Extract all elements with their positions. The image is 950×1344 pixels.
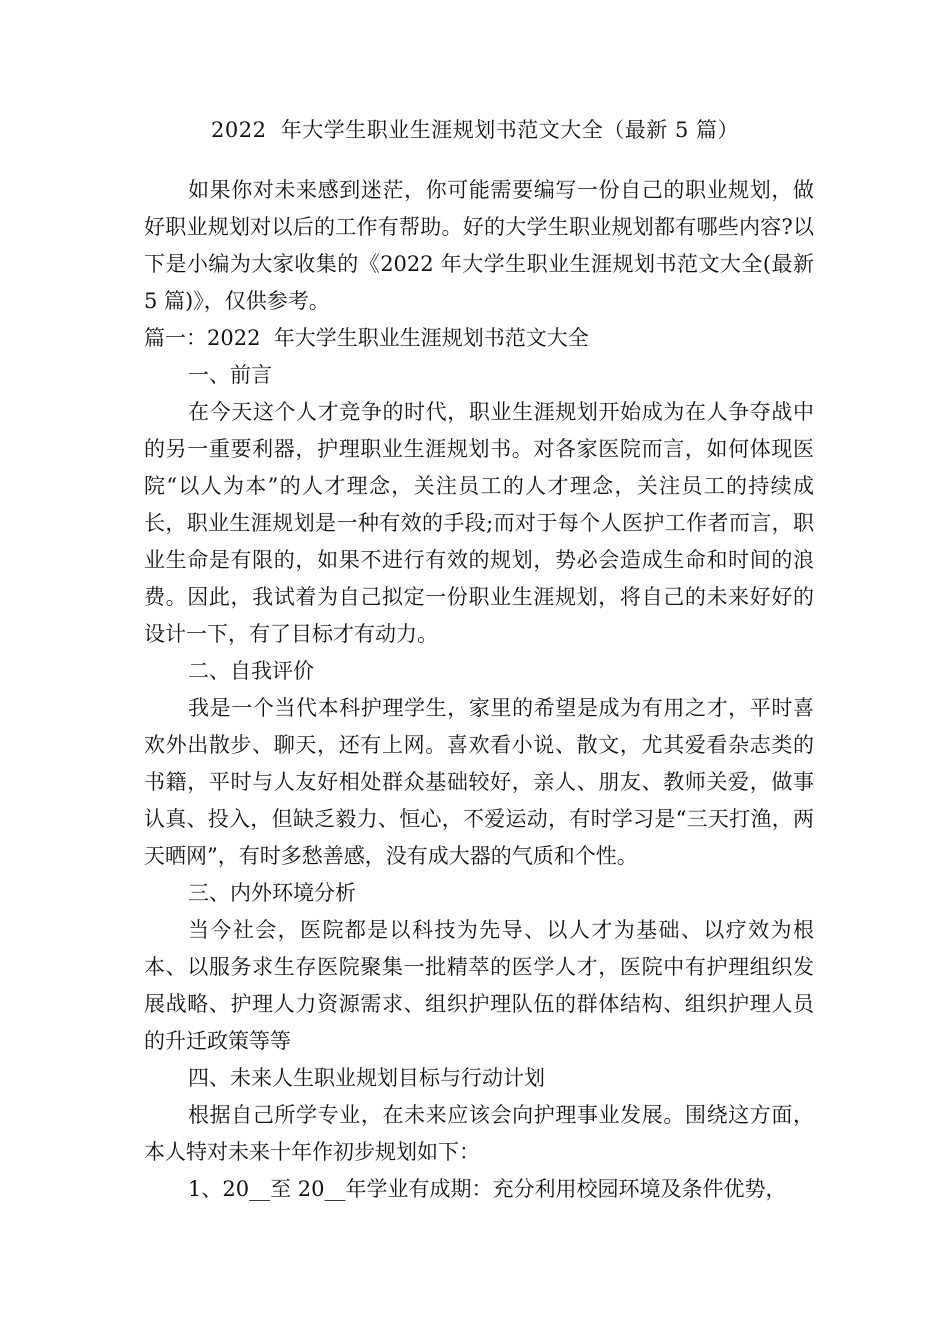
document-body bbox=[144, 172, 814, 1208]
section-text-preface: 在今天这个人才竞争的时代，职业生涯规划开始成为在人争夺战中的另一重要利器，护理职业生涯规划书。对各家医院而言，如何体现医院“以人为本”的人才理念，关注员工的人才理念，关注员工的持续成长，职业生涯规划是一种有效的手段;而对于每个人医护工作者而言，职业生命是有限的，如果不进行有效的规划，势必会造成生命和时间的浪费。因此，我试着为自己拟定一份职业生涯规划，将自己的未来好好的设计一下，有了目标才有动力。 bbox=[144, 400, 814, 646]
section-heading-preface: 一、前言 bbox=[188, 363, 272, 387]
section-text-environment-analysis: 当今社会，医院都是以科技为先导、以人才为基础、以疗效为根本、以服务求生存医院聚集一批精萃的医学人才，医院中有护理组织发展战略、护理人力资源需求、组织护理队伍的群体结构、组织护理人员的升迁政策等等 bbox=[144, 918, 814, 1053]
section-heading-environment-analysis: 三、内外环境分析 bbox=[188, 881, 356, 905]
intro-paragraph: 如果你对未来感到迷茫，你可能需要编写一份自己的职业规划，做好职业规划对以后的工作有帮助。好的大学生职业规划都有哪些内容?以下是小编为大家收集的《2022 年大学生职业生涯规划书范文大全(最新 5 篇)》，仅供参考。 bbox=[144, 178, 814, 313]
career-plan-item: 1、20__至 20__年学业有成期：充分利用校园环境及条件优势， bbox=[188, 1177, 787, 1201]
section-text-career-goals: 根据自己所学专业，在未来应该会向护理事业发展。围绕这方面，本人特对未来十年作初步规划如下： bbox=[144, 1103, 814, 1164]
section-text-self-evaluation: 我是一个当代本科护理学生，家里的希望是成为有用之才，平时喜欢外出散步、聊天，还有上网。喜欢看小说、散文，尤其爱看杂志类的书籍，平时与人友好相处群众基础较好，亲人、朋友、教师关爱，做事认真、投入，但缺乏毅力、恒心，不爱运动，有时学习是“三天打渔，两天晒网”，有时多愁善感，没有成大器的气质和个性。 bbox=[144, 696, 814, 868]
chapter-title: 篇一：2022 年大学生职业生涯规划书范文大全 bbox=[144, 326, 589, 350]
section-heading-career-goals: 四、未来人生职业规划目标与行动计划 bbox=[188, 1066, 545, 1090]
document-title: 2022 年大学生职业生涯规划书范文大全（最新 5 篇） bbox=[210, 118, 739, 142]
section-heading-self-evaluation: 二、自我评价 bbox=[188, 659, 314, 683]
